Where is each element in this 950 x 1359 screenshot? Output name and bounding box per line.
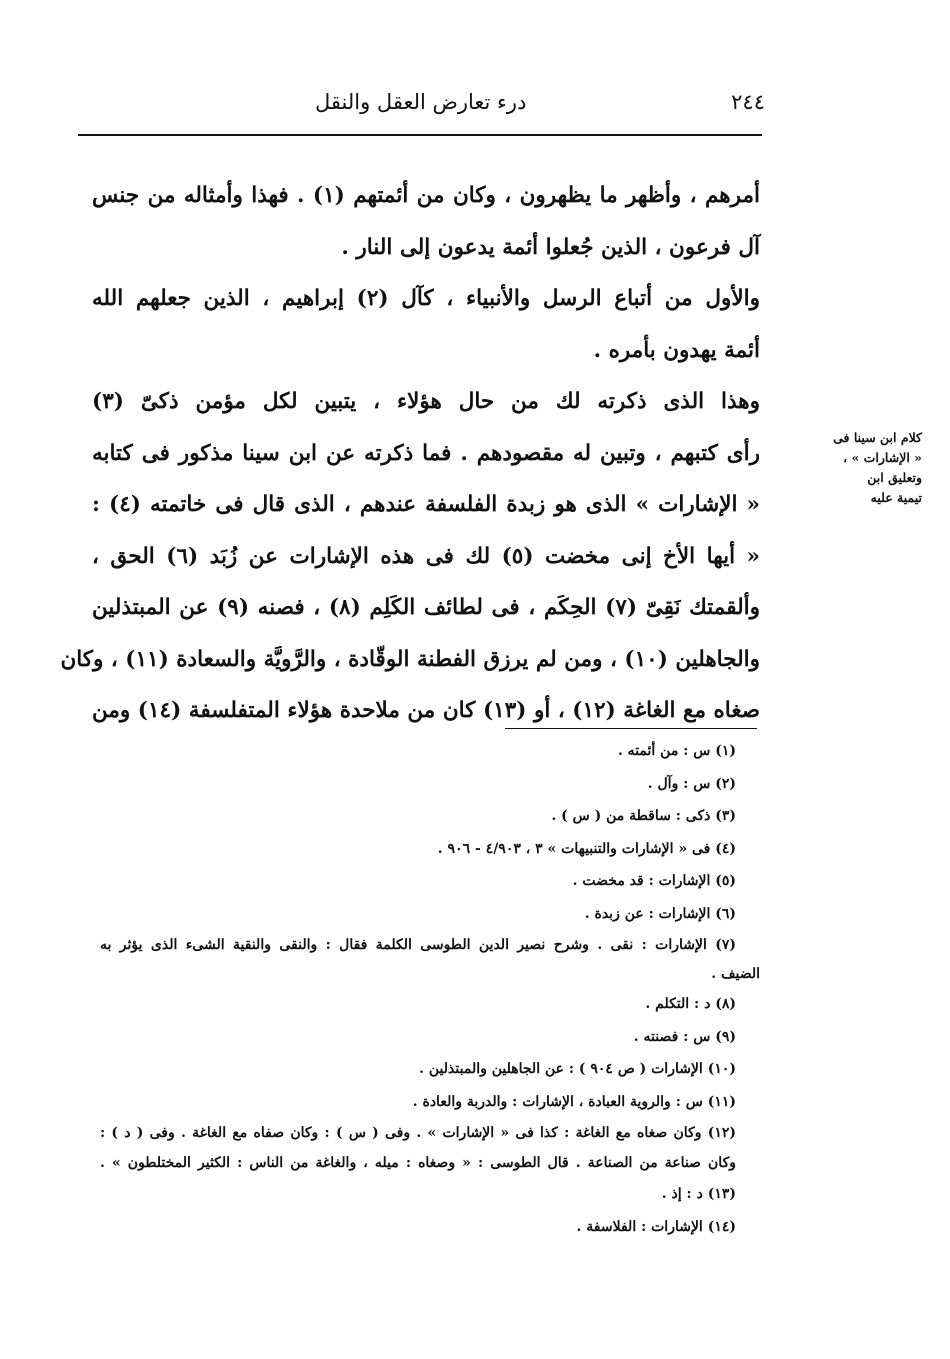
margin-note	[810, 428, 922, 508]
text-line: آل فرعون ، الذين جُعلوا أئمة يدعون إلى النار .	[341, 234, 760, 260]
footnote: (١٠) الإشارات ( ص ٩٠٤ ) : عن الجاهلين والمبتذلين .	[419, 1061, 736, 1077]
footnote: (١١) س : والروية العبادة ، الإشارات : والدربة والعادة .	[412, 1093, 736, 1110]
footnote: (١٣) د : إذ .	[661, 1186, 736, 1202]
footnote-continuation: وكان صناعة من الصناعة . قال الطوسى : « وصغاه : ميله ، والغاغة من الناس : الكثير المختلطون » .	[100, 1155, 736, 1171]
footnote-continuation: الضيف .	[711, 966, 760, 982]
footnote: (٢) س : وآل .	[647, 775, 736, 792]
main-text	[60, 170, 760, 737]
text-line: والأول من أتباع الرسل والأنبياء ، كآل (٢) إبراهيم ، الذين جعلهم الله	[92, 286, 760, 311]
header-divider	[78, 134, 762, 136]
running-title: درء تعارض العقل والنقل	[315, 90, 527, 114]
margin-note-line: « الإشارات » ، وتعليق ابن	[843, 450, 922, 485]
footnote: (٩) س : فصنته .	[633, 1028, 736, 1045]
margin-note-line: كلام ابن سينا فى	[833, 430, 922, 445]
footnote: (١٤) الإشارات : الفلاسفة .	[576, 1218, 736, 1235]
text-line: « الإشارات » الذى هو زبدة الفلسفة عندهم ، الذى قال فى خاتمته (٤) :	[92, 492, 760, 517]
text-line: أمرهم ، وأظهر ما يظهرون ، وكان من أئمتهم (١) . فهذا وأمثاله من جنس	[92, 183, 760, 208]
text-line: أئمة يهدون بأمره .	[593, 337, 760, 363]
margin-note-line: تيمية عليه	[870, 490, 922, 505]
footnotes	[100, 735, 760, 1243]
footnote: (٦) الإشارات : عن زبدة .	[584, 905, 736, 922]
text-line: « أيها الأخ إنى مخضت (٥) لك فى هذه الإشارات عن زُبَد (٦) الحق ،	[92, 543, 760, 569]
text-line: وهذا الذى ذكرته لك من حال هؤلاء ، يتبين لكل مؤمن ذكىّ (٣)	[92, 389, 760, 414]
text-line: والجاهلين (١٠) ، ومن لم يرزق الفطنة الوقّادة ، والرَّويَّة والسعادة (١١) ، وكان	[60, 646, 760, 672]
footnote: (٣) ذكى : ساقطة من ( س ) .	[551, 808, 736, 824]
page-number: ٢٤٤	[731, 90, 765, 114]
text-line: رأى كتبهم ، وتبين له مقصودهم . فما ذكرته عن ابن سينا مذكور فى كتابه	[92, 440, 760, 466]
footnote: (٨) د : التكلم .	[645, 996, 736, 1012]
footnote: (٥) الإشارات : قد مخضت .	[572, 873, 736, 889]
footnote: (٧) الإشارات : نقى . وشرح نصير الدين الطوسى الكلمة فقال : والنقى والنقية الشىء الذى يؤثر به	[100, 937, 736, 953]
footnote: (١٢) وكان صغاه مع الغاغة : كذا فى « الإشارات » . وفى ( س ) : وكان صفاه مع الغاغة . وفى ( د ) :	[100, 1125, 736, 1141]
text-line: وألقمتك نَقِىّ (٧) الحِكَم ، فى لطائف الكَلِم (٨) ، فصنه (٩) عن المبتذلين	[92, 595, 760, 620]
footnote: (٤) فى « الإشارات والتنبيهات » ٣ ، ٤/٩٠٣ - ٩٠٦ .	[437, 840, 736, 857]
page-header	[140, 88, 765, 128]
text-line: صغاه مع الغاغة (١٢) ، أو (١٣) كان من ملاحدة هؤلاء المتفلسفة (١٤) ومن	[92, 698, 760, 723]
footnote: (١) س : من أئمته .	[617, 743, 736, 759]
footnote-divider	[505, 728, 757, 729]
